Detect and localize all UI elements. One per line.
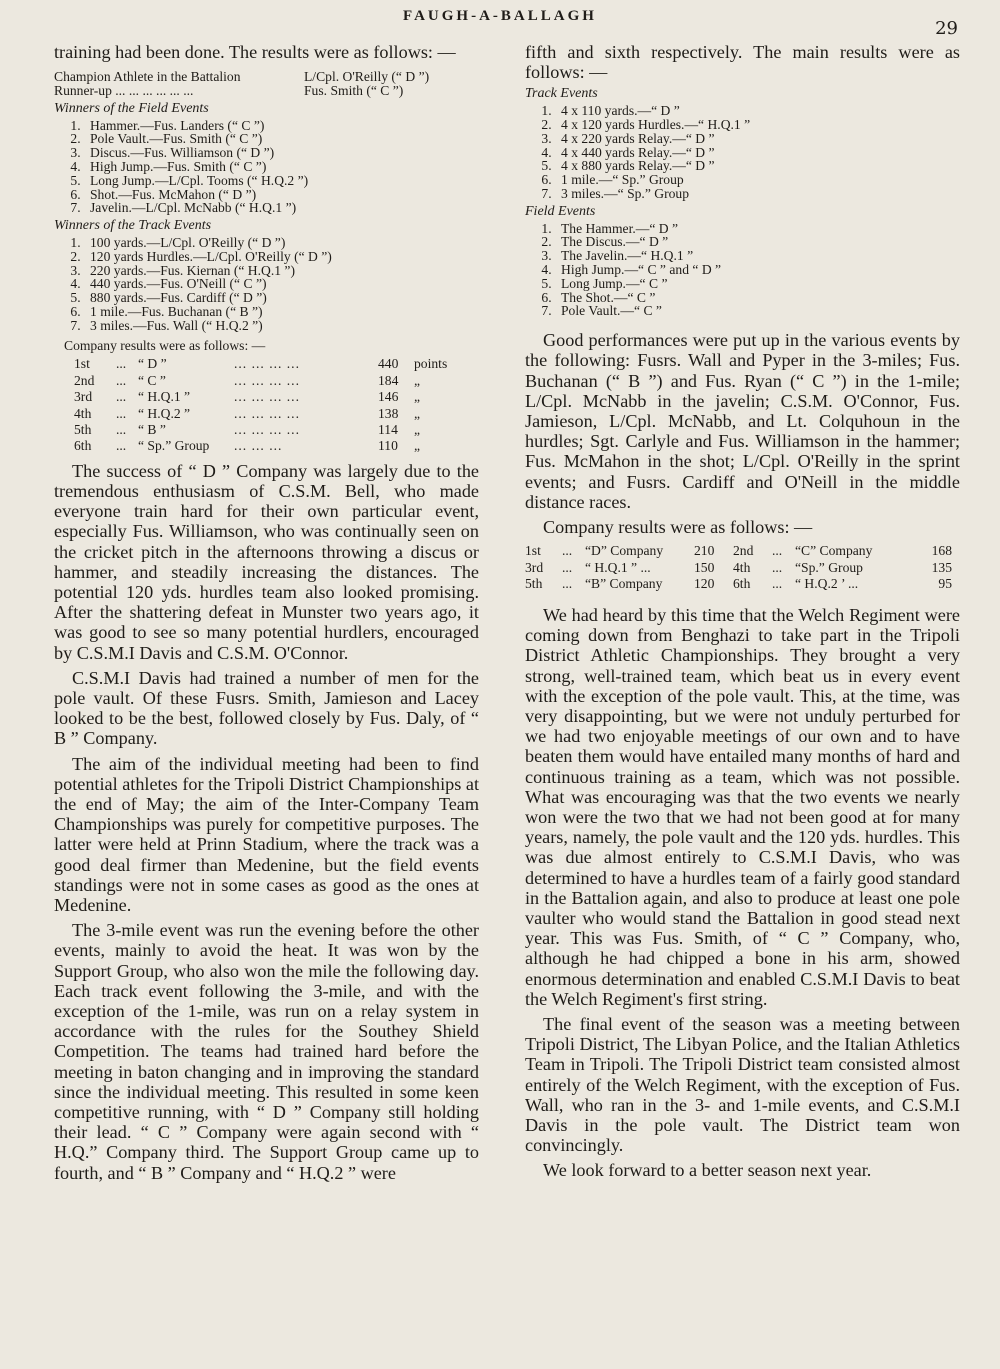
- left-intro: training had been done. The results were as follows: —: [54, 42, 456, 62]
- table-row: 5th ... “B” Company 120 6th ... “ H.Q.2 ’ ... 95: [525, 576, 955, 593]
- company-cell: “ D ”: [138, 356, 167, 372]
- table-row: 3rd ... “ H.Q.1 ” ... ... ... ... 146 „: [74, 389, 451, 405]
- table-row: 1st ... “D” Company 210 2nd ... “C” Company 168: [525, 543, 955, 560]
- points-cell: 135: [931, 559, 952, 575]
- unit-cell: „: [414, 405, 421, 421]
- track-results-list: [525, 104, 960, 201]
- place-cell: 1st: [525, 543, 541, 559]
- company-results-heading: Company results were as follows: —: [543, 516, 813, 537]
- field-results-list: [525, 222, 960, 319]
- list-item: 7. Pole Vault.—“ C ”: [555, 304, 960, 318]
- points-cell: 440: [378, 356, 399, 372]
- list-item: 6. The Shot.—“ C ”: [555, 291, 960, 305]
- company-cell: “ C ”: [138, 372, 166, 388]
- list-item: 1. 4 x 110 yards.—“ D ”: [555, 104, 960, 118]
- left-column: [54, 42, 479, 1188]
- list-item: 6. Shot.—Fus. McMahon (“ D ”): [84, 188, 479, 202]
- dots-cell: ... ... ...: [234, 438, 283, 454]
- field-events-heading: Winners of the Field Events: [54, 100, 209, 116]
- table-row: 2nd ... “ C ” ... ... ... ... 184 „: [74, 373, 451, 389]
- points-cell: 120: [694, 576, 715, 592]
- company-cell: “C” Company: [795, 543, 873, 559]
- list-item: 1. Hammer.—Fus. Landers (“ C ”): [84, 119, 479, 133]
- place-cell: 6th: [74, 438, 92, 454]
- field-events-list: [54, 119, 479, 216]
- place-cell: 3rd: [525, 559, 544, 575]
- dots-cell: ... ... ... ...: [234, 389, 300, 405]
- place-cell: 4th: [733, 559, 751, 575]
- paragraph: Good performances were put up in the various events by the following: Fusrs. Wall and Pyper in the 3-miles; Fus. Buchanan (“ B ”) and Fus. Ryan (“ C ”) in the 1-mile; L/Cpl. McNabb in the javelin; C.S.M. O'Connor, Fus. Jamieson, L/Cpl. McNabb, and Lt. Colquhoun in the hurdles; Sgt. Carlyle and Fus. Williamson in the hammer; Fus. McMahon in the shot; L/Cpl. O'Reilly in the sprint events; and Fusrs. Cardiff and O'Neill in the middle distance races.: [525, 330, 960, 512]
- list-item: 6. 1 mile.—“ Sp.” Group: [555, 173, 960, 187]
- unit-cell: „: [414, 372, 421, 388]
- list-item: 5. 4 x 880 yards Relay.—“ D ”: [555, 159, 960, 173]
- list-item: 2. 120 yards Hurdles.—L/Cpl. O'Reilly (“ D ”): [84, 250, 479, 264]
- company-cell: “Sp.” Group: [795, 559, 863, 575]
- paragraph: We look forward to a better season next year.: [543, 1160, 872, 1181]
- list-item: 2. 4 x 120 yards Hurdles.—“ H.Q.1 ”: [555, 118, 960, 132]
- paragraph: The final event of the season was a meeting between Tripoli District, The Libyan Police, and the Italian Athletics Team in Tripoli. The Tripoli District team consisted almost entirely of the Welch Regiment, with the exception of Fus. Wall, who ran in the 3- and 1-mile events, and C.S.M.I Davis in the pole vault. The District team won convincingly.: [525, 1014, 960, 1156]
- paragraph: The success of “ D ” Company was largely due to the tremendous enthusiasm of C.S.M. Bell, who made everyone train hard for their own particular event, especially Fus. Williamson, who was continually seen on the cricket pitch in the afternoons throwing a discus or hammer, and steadily increasing the distances. The potential 120 yds. hurdles team also looked promising. After the shattering defeat in Munster two years ago, it was good to see so many potential hurdlers, encouraged by C.S.M.I Davis and C.S.M. O'Connor.: [54, 460, 479, 663]
- field-events-heading: Field Events: [525, 203, 596, 219]
- company-cell: “D” Company: [585, 543, 664, 559]
- right-column: [525, 42, 960, 1186]
- list-item: 5. Long Jump.—L/Cpl. Tooms (“ H.Q.2 ”): [84, 174, 479, 188]
- list-item: 7. 3 miles.—Fus. Wall (“ H.Q.2 ”): [84, 319, 479, 333]
- list-item: 4. 4 x 440 yards Relay.—“ D ”: [555, 146, 960, 160]
- paragraph: C.S.M.I Davis had trained a number of men for the pole vault. Of these Fusrs. Smith, Jamieson and Lacey looked to be the best, followed closely by Fus. Daly, of “ B ” Company.: [54, 667, 479, 749]
- table-row: 4th ... “ H.Q.2 ” ... ... ... ... 138 „: [74, 406, 451, 422]
- list-item: 3. 4 x 220 yards Relay.—“ D ”: [555, 132, 960, 146]
- running-header: FAUGH-A-BALLAGH: [403, 8, 597, 24]
- champion-label: Champion Athlete in the Battalion: [54, 69, 241, 85]
- place-cell: 5th: [525, 576, 543, 592]
- dots-cell: ... ... ... ...: [234, 421, 300, 437]
- points-cell: 114: [378, 421, 398, 437]
- list-item: 1. The Hammer.—“ D ”: [555, 222, 960, 236]
- page-number: 29: [935, 18, 958, 39]
- company-results-table: [525, 543, 955, 593]
- points-cell: 110: [378, 438, 398, 454]
- table-row: 6th ... “ Sp.” Group ... ... ... 110 „: [74, 438, 451, 454]
- place-cell: 1st: [74, 356, 90, 372]
- list-item: 2. Pole Vault.—Fus. Smith (“ C ”): [84, 132, 479, 146]
- points-cell: 146: [378, 389, 399, 405]
- points-cell: 168: [931, 543, 952, 559]
- track-events-list: [54, 236, 479, 333]
- list-item: 4. High Jump.—“ C ” and “ D ”: [555, 263, 960, 277]
- company-cell: “ B ”: [138, 421, 166, 437]
- paragraph: The 3-mile event was run the evening before the other events, mainly to avoid the heat. It was won by the Support Group, who also won the mile the following day. Each track event following the 3-mile, and with the exception of the 1-mile, was run on a relay system in accordance with the rules for the Southey Shield Competition. The teams had trained hard before the meeting in baton changing and in improving the standard since the individual meeting. This resulted in some keen competitive running, with “ D ” Company still holding their lead. “ C ” Company were again second with “ H.Q.” Company third. The Support Group came up to fourth, and “ B ” Company and “ H.Q.2 ” were: [54, 920, 479, 1183]
- unit-cell: „: [414, 438, 421, 454]
- company-cell: “ H.Q.2 ’ ...: [795, 576, 859, 592]
- track-events-heading: Track Events: [525, 86, 598, 102]
- dots-cell: ... ... ... ...: [234, 372, 300, 388]
- place-cell: 2nd: [74, 372, 95, 388]
- list-item: 1. 100 yards.—L/Cpl. O'Reilly (“ D ”): [84, 236, 479, 250]
- points-cell: 95: [938, 576, 952, 592]
- runner-up-label: Runner-up ... ... ... ... ... ...: [54, 83, 194, 98]
- table-row: 1st ... “ D ” ... ... ... ... 440 points: [74, 356, 451, 372]
- list-item: 3. Discus.—Fus. Williamson (“ D ”): [84, 146, 479, 160]
- champion-value: L/Cpl. O'Reilly (“ D ”): [304, 69, 430, 85]
- company-results-table: [74, 356, 451, 454]
- place-cell: 6th: [733, 576, 751, 592]
- list-item: 3. 220 yards.—Fus. Kiernan (“ H.Q.1 ”): [84, 264, 479, 278]
- unit-cell: „: [414, 389, 421, 405]
- track-events-heading: Winners of the Track Events: [54, 218, 212, 234]
- company-cell: “ Sp.” Group: [138, 438, 210, 454]
- company-cell: “ H.Q.1 ”: [138, 389, 191, 405]
- points-cell: 184: [378, 372, 399, 388]
- right-intro: fifth and sixth respectively. The main results were as follows: —: [525, 42, 960, 83]
- paragraph: We had heard by this time that the Welch Regiment were coming down from Benghazi to take part in the Tripoli District Athletic Championships. They brought a very strong, well-trained team, which beat us in every event with the exception of the pole vault. This, at the time, was very disappointing, but we were not unduly perturbed for we had two enjoyable meetings of our own and to have beaten them would have entailed many months of hard and continuous training as a team, which was not possible. What was encouraging was that the two events we nearly won were the two that we had not been good at for many years, namely, the pole vault and the 120 yds. hurdles. This was due almost entirely to C.S.M.I Davis, who was determined to have a hurdles team of a fairly good standard in the Battalion again, and also to produce at least one pole vaulter who would stand the Battalion in good stead next year. This was Fus. Smith, of “ C ” Company, who, although he had chipped a bone in his arm, showed enormous determination and enabled C.S.M.I Davis to beat the Welch Regiment's first string.: [525, 604, 960, 1009]
- list-item: 3. The Javelin.—“ H.Q.1 ”: [555, 249, 960, 263]
- dots-cell: ... ... ... ...: [234, 356, 300, 372]
- list-item: 6. 1 mile.—Fus. Buchanan (“ B ”): [84, 305, 479, 319]
- place-cell: 3rd: [74, 389, 93, 405]
- place-cell: 4th: [74, 405, 92, 421]
- company-cell: “ H.Q.1 ” ...: [585, 559, 651, 575]
- list-item: 5. 880 yards.—Fus. Cardiff (“ D ”): [84, 291, 479, 305]
- points-cell: 138: [378, 405, 399, 421]
- company-cell: “ H.Q.2 ”: [138, 405, 191, 421]
- list-item: 5. Long Jump.—“ C ”: [555, 277, 960, 291]
- list-item: 4. High Jump.—Fus. Smith (“ C ”): [84, 160, 479, 174]
- champion-list: [54, 70, 479, 98]
- unit-cell: points: [414, 356, 448, 372]
- table-row: 5th ... “ B ” ... ... ... ... 114 „: [74, 422, 451, 438]
- table-row: 3rd ... “ H.Q.1 ” ... 150 4th ... “Sp.” Group 135: [525, 560, 955, 577]
- list-item: 4. 440 yards.—Fus. O'Neill (“ C ”): [84, 277, 479, 291]
- points-cell: 210: [694, 543, 715, 559]
- list-item: 2. The Discus.—“ D ”: [555, 235, 960, 249]
- place-cell: 5th: [74, 421, 92, 437]
- company-results-heading: Company results were as follows: —: [64, 337, 266, 353]
- place-cell: 2nd: [733, 543, 754, 559]
- dots-cell: ... ... ... ...: [234, 405, 300, 421]
- list-item: 7. 3 miles.—“ Sp.” Group: [555, 187, 960, 201]
- points-cell: 150: [694, 559, 715, 575]
- company-cell: “B” Company: [585, 576, 663, 592]
- unit-cell: „: [414, 421, 421, 437]
- list-item: 7. Javelin.—L/Cpl. McNabb (“ H.Q.1 ”): [84, 201, 479, 215]
- paragraph: The aim of the individual meeting had been to find potential athletes for the Tripoli District Championships at the end of May; the aim of the Inter-Company Team Championships was purely for competitive purposes. The latter were held at Prinn Stadium, where the track was a good deal firmer than Medenine, but the field events standings were not in some cases as good as the ones at Medenine.: [54, 753, 479, 916]
- runner-up-value: Fus. Smith (“ C ”): [304, 83, 404, 98]
